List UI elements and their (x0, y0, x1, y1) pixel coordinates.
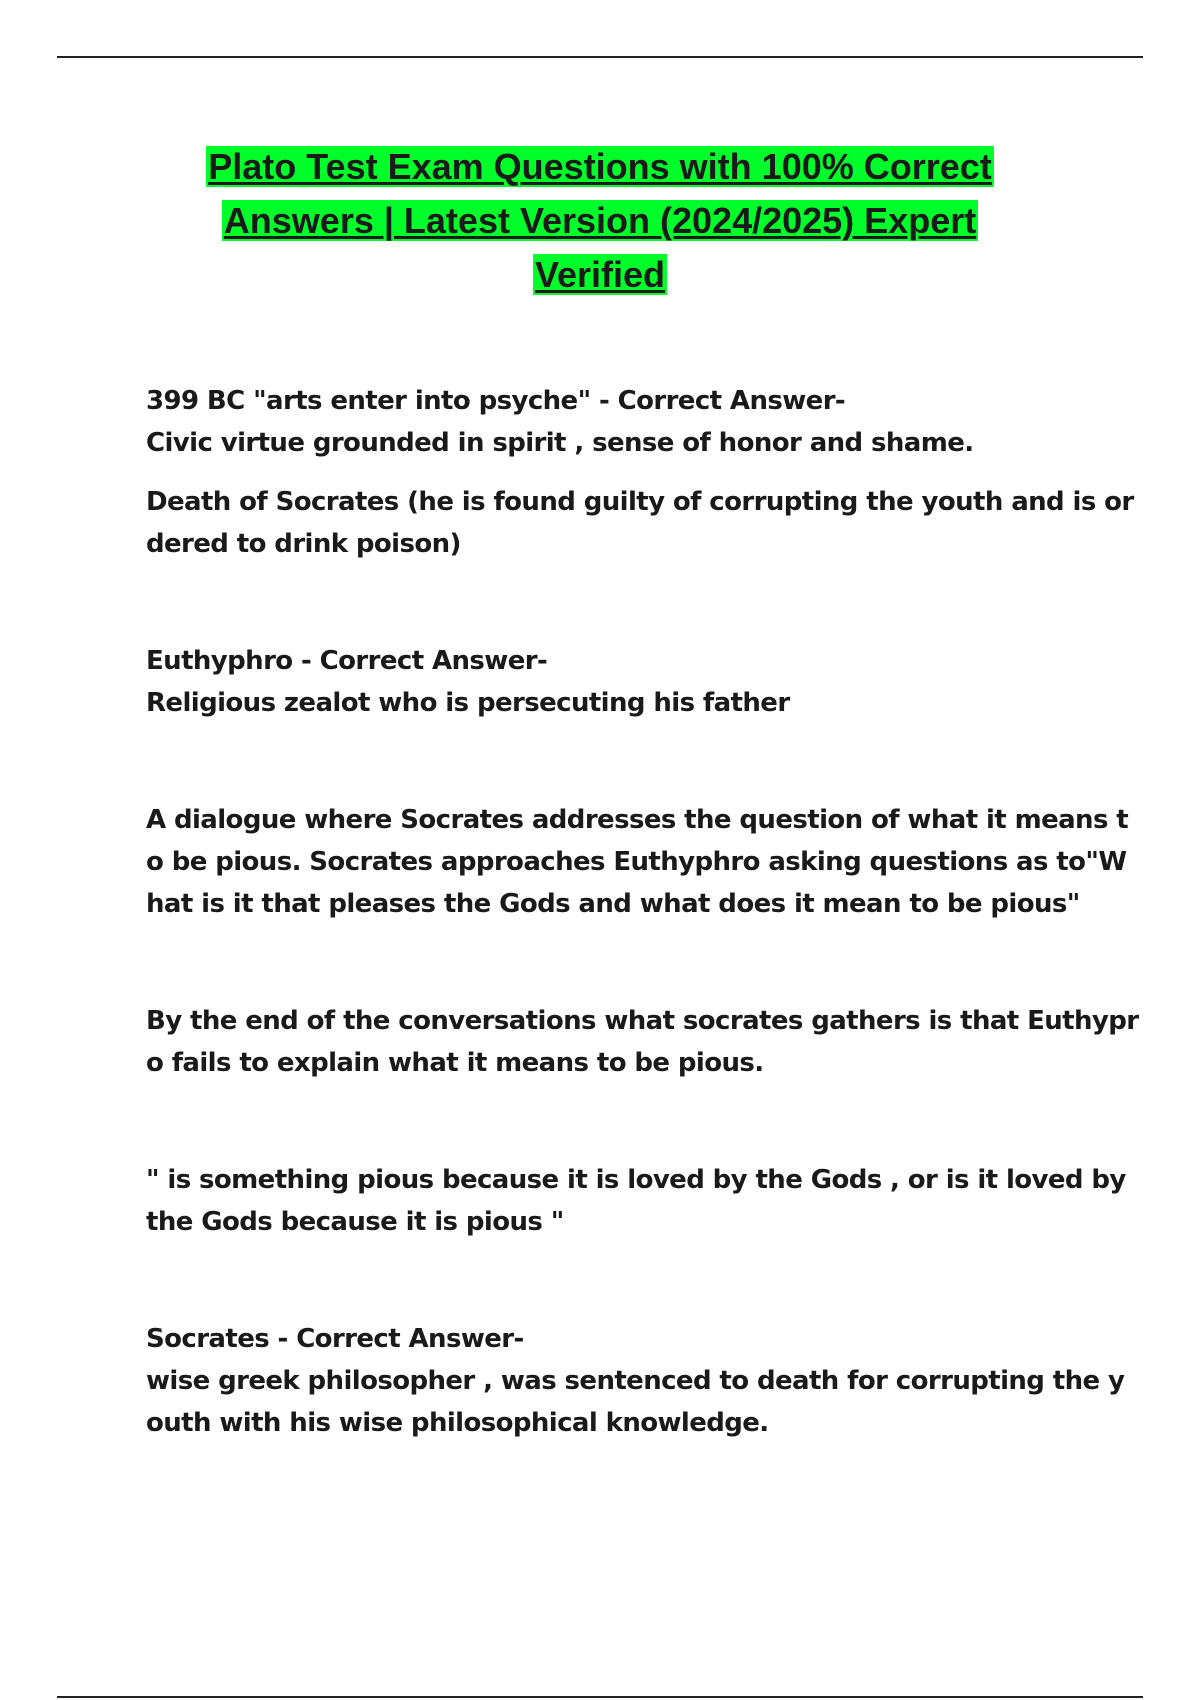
title-line (100, 194, 1100, 248)
text-line: the Gods because it is pious " (146, 1207, 564, 1237)
title-line-text: Verified (534, 254, 666, 295)
title-line-text: Plato Test Exam Questions with 100% Correct (208, 146, 992, 187)
question-line: Euthyphro - Correct Answer- (146, 646, 548, 676)
title-line (100, 248, 1100, 302)
qa-block-socrates (146, 1318, 1125, 1444)
title-line-text: Answers | Latest Version (2024/2025) Expert (223, 200, 977, 241)
text-line: o fails to explain what it means to be pious. (146, 1048, 764, 1078)
text-line: dered to drink poison) (146, 529, 461, 559)
bottom-rule (57, 1696, 1143, 1698)
text-line: By the end of the conversations what socrates gathers is that Euthypr (146, 1006, 1139, 1036)
document-body (146, 380, 1139, 1444)
text-block-dialogue (146, 799, 1129, 925)
answer-line: wise greek philosopher , was sentenced to death for corrupting the y (146, 1366, 1125, 1396)
top-rule (57, 56, 1143, 58)
text-line: A dialogue where Socrates addresses the question of what it means t (146, 805, 1129, 835)
answer-line: outh with his wise philosophical knowledge. (146, 1408, 769, 1438)
text-line: " is something pious because it is loved by the Gods , or is it loved by (146, 1165, 1126, 1195)
qa-block-psyche (146, 380, 1096, 464)
question-line: 399 BC "arts enter into psyche" - Correct Answer- (146, 386, 846, 416)
text-block-death-of-socrates (146, 481, 1134, 565)
document-title (100, 140, 1100, 302)
title-line (100, 140, 1100, 194)
qa-block-euthyphro (146, 640, 1096, 724)
text-block-pious-quote (146, 1159, 1126, 1243)
text-line: hat is it that pleases the Gods and what does it mean to be pious" (146, 889, 1080, 919)
question-line: Socrates - Correct Answer- (146, 1324, 524, 1354)
text-block-conversations (146, 1000, 1139, 1084)
text-line: Death of Socrates (he is found guilty of corrupting the youth and is or (146, 487, 1134, 517)
answer-line: Religious zealot who is persecuting his father (146, 688, 790, 718)
answer-line: Civic virtue grounded in spirit , sense of honor and shame. (146, 428, 974, 458)
text-line: o be pious. Socrates approaches Euthyphro asking questions as to"W (146, 847, 1127, 877)
